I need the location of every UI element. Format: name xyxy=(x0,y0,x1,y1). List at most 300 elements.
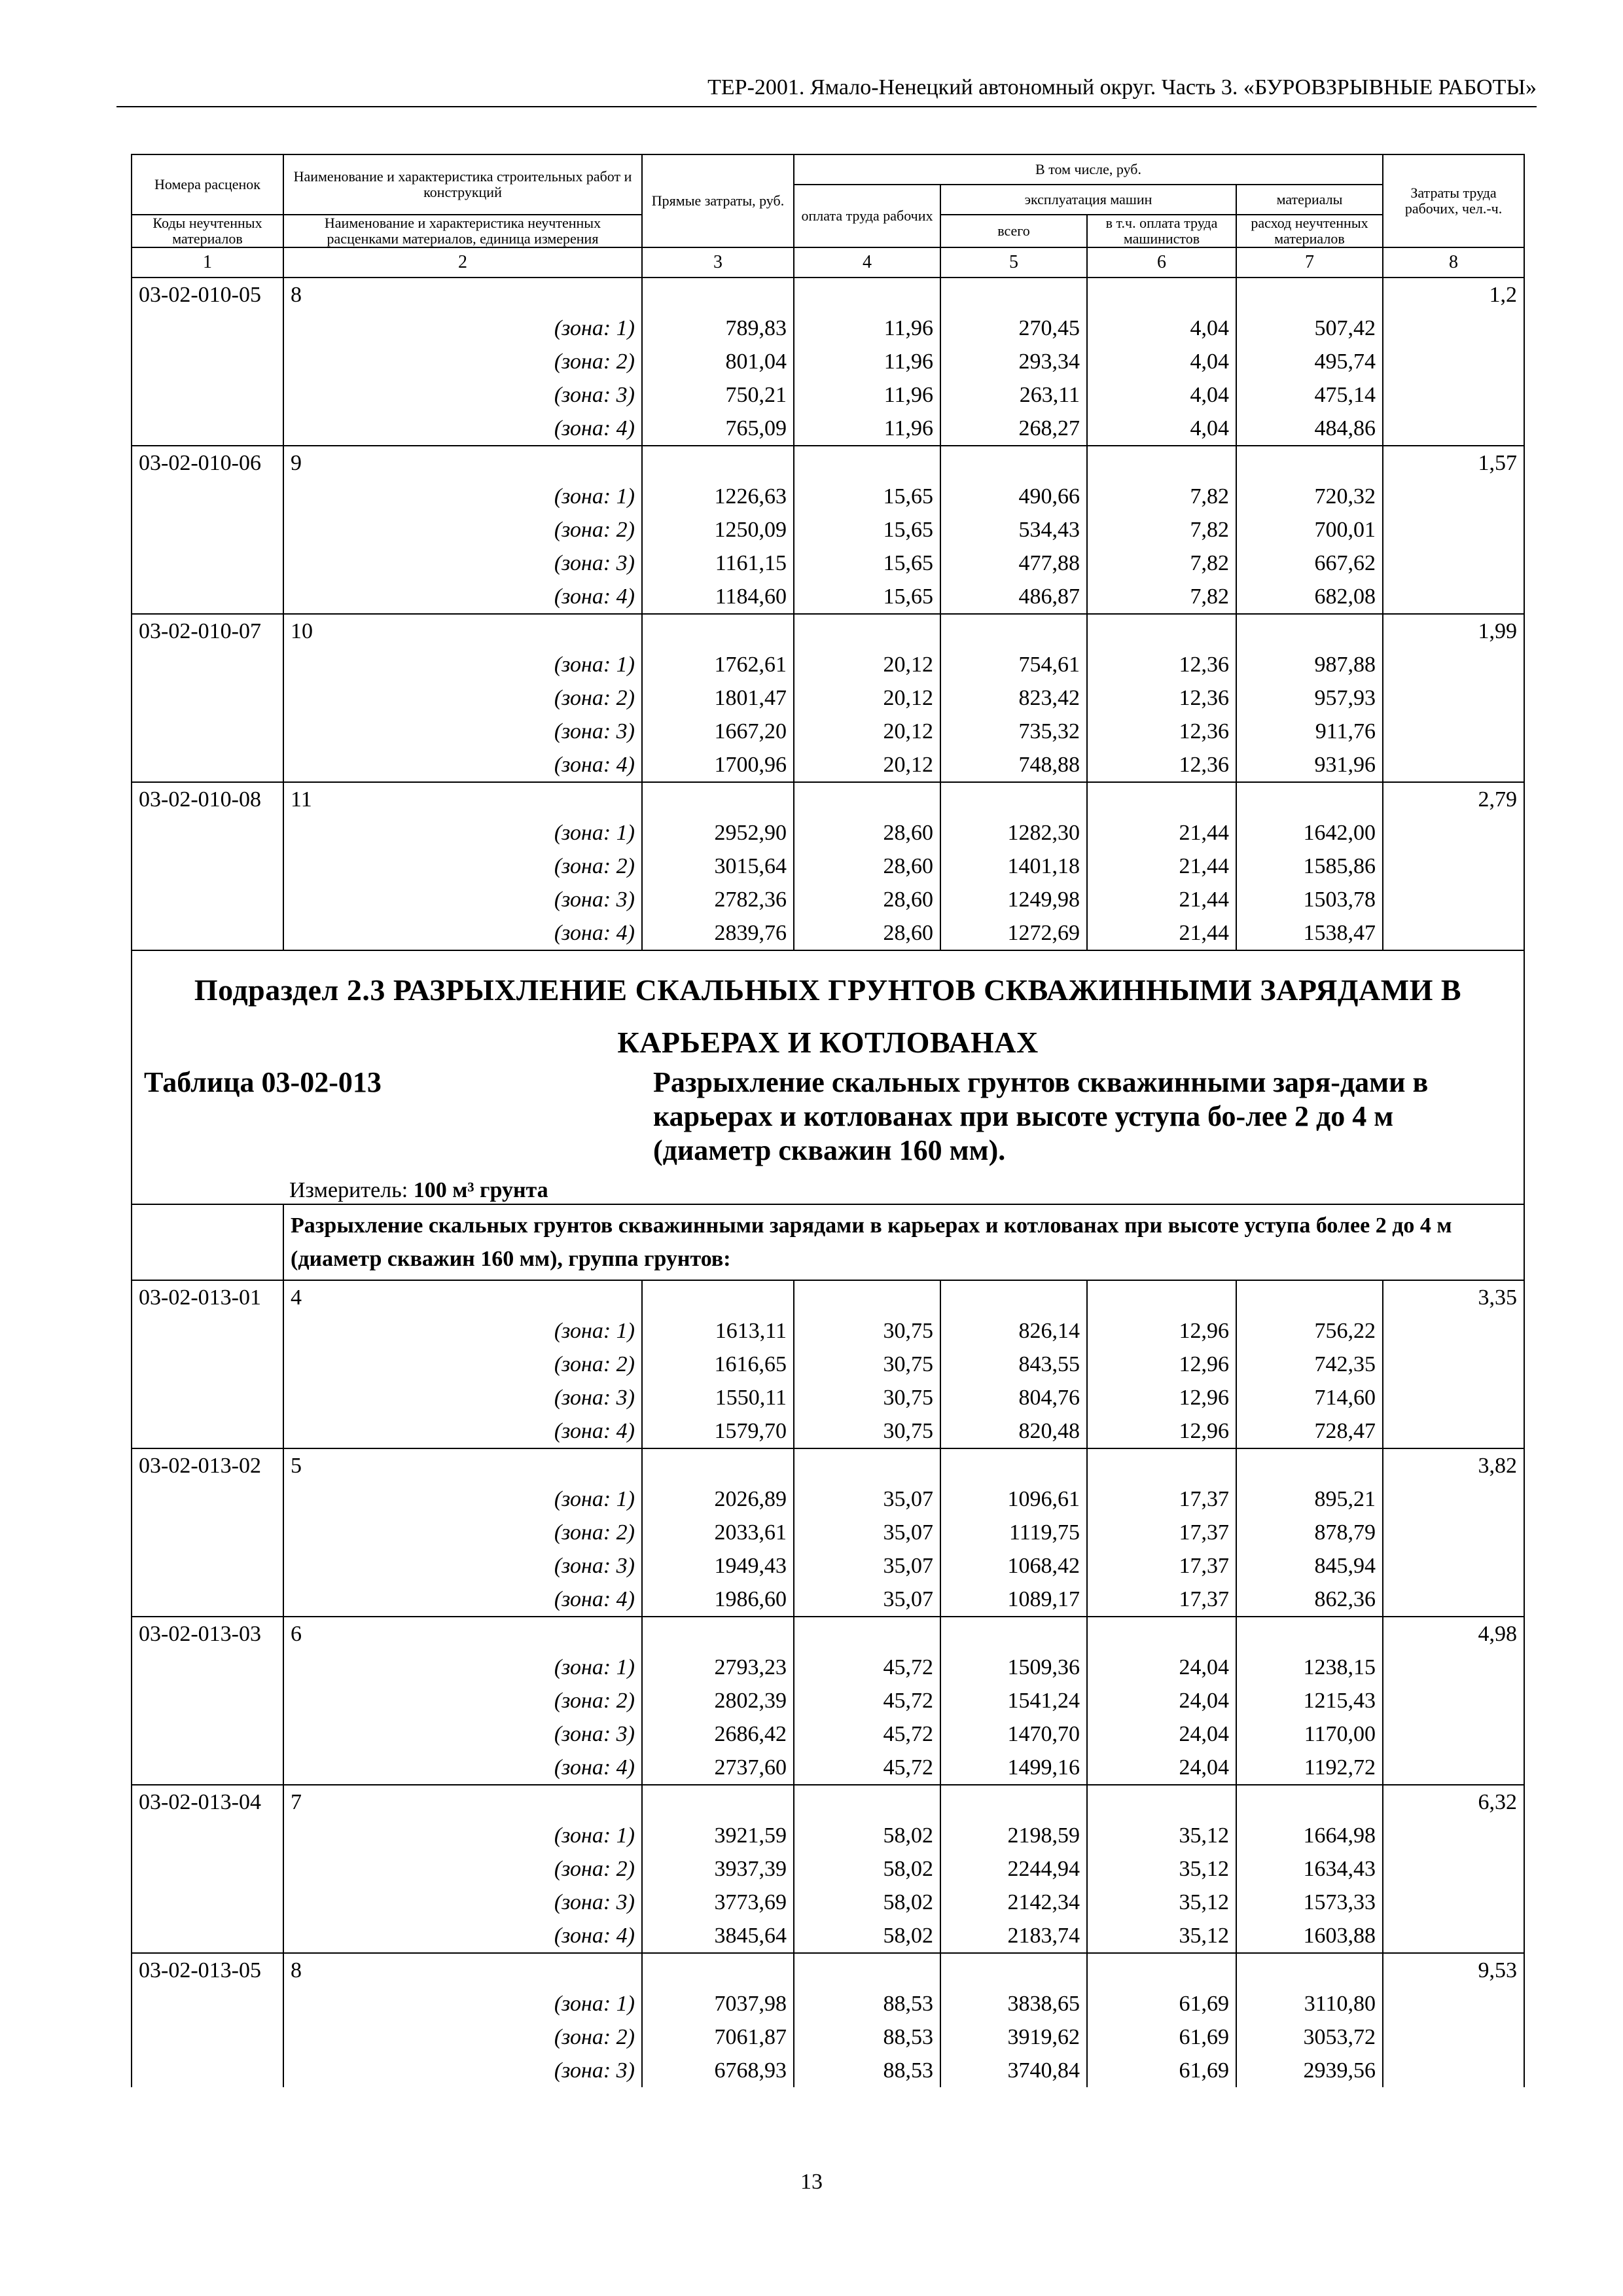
materials: 957,93 xyxy=(1236,681,1383,715)
soil-group: 8 xyxy=(283,1953,642,1987)
materials: 756,22 xyxy=(1236,1314,1383,1348)
materials: 720,32 xyxy=(1236,480,1383,513)
zone-row xyxy=(132,1583,1524,1617)
labor-pay: 30,75 xyxy=(794,1414,940,1448)
machines-pay: 17,37 xyxy=(1087,1482,1236,1516)
labor-pay: 58,02 xyxy=(794,1886,940,1919)
machines-total: 1401,18 xyxy=(940,850,1087,883)
machines-total: 1509,36 xyxy=(940,1651,1087,1684)
zone-label: (зона: 3) xyxy=(283,715,642,748)
zone-row xyxy=(132,648,1524,681)
table-description: Разрыхление скальных грунтов скважинными заря-дами в карьерах и котлованах при высоте уступа бо-лее 2 до 4 м (диаметр скважин 160 мм). xyxy=(653,1066,1429,1166)
labor-pay: 28,60 xyxy=(794,850,940,883)
empty-cell xyxy=(132,715,283,748)
direct-cost: 765,09 xyxy=(642,412,794,446)
empty-cell xyxy=(132,648,283,681)
machines-pay: 4,04 xyxy=(1087,345,1236,378)
soil-group: 9 xyxy=(283,446,642,480)
zone-label: (зона: 2) xyxy=(283,681,642,715)
empty-cell xyxy=(132,1516,283,1549)
empty-cell xyxy=(1236,1280,1383,1314)
empty-cell xyxy=(1383,1348,1524,1381)
empty-cell xyxy=(940,1953,1087,1987)
empty-cell xyxy=(1236,782,1383,816)
soil-group: 7 xyxy=(283,1785,642,1819)
machines-pay: 17,37 xyxy=(1087,1516,1236,1549)
machines-pay: 24,04 xyxy=(1087,1651,1236,1684)
col-number: 7 xyxy=(1236,247,1383,278)
sub-heading: Разрыхление скальных грунтов скважинными зарядами в карьерах и котлованах при высоте уступа более 2 до 4 м (диаметр скважин 160 мм), группа грунтов: xyxy=(283,1204,1524,1280)
machines-total: 3740,84 xyxy=(940,2054,1087,2087)
labor-pay: 88,53 xyxy=(794,2054,940,2087)
empty-cell xyxy=(1383,2020,1524,2054)
empty-cell xyxy=(1087,278,1236,312)
empty-cell xyxy=(1383,1819,1524,1852)
machines-pay: 12,96 xyxy=(1087,1348,1236,1381)
zone-label: (зона: 2) xyxy=(283,1348,642,1381)
machines-total: 3838,65 xyxy=(940,1987,1087,2020)
zone-label: (зона: 4) xyxy=(283,916,642,950)
machines-pay: 17,37 xyxy=(1087,1583,1236,1617)
zone-label: (зона: 2) xyxy=(283,1516,642,1549)
empty-cell xyxy=(1383,1919,1524,1953)
zone-label: (зона: 4) xyxy=(283,1583,642,1617)
empty-cell xyxy=(794,278,940,312)
zone-row xyxy=(132,1516,1524,1549)
machines-total: 534,43 xyxy=(940,513,1087,547)
materials: 878,79 xyxy=(1236,1516,1383,1549)
empty-cell xyxy=(132,378,283,412)
header-rate-no: Номера расценок xyxy=(132,154,283,215)
rates-table xyxy=(131,154,1525,2087)
zone-row xyxy=(132,681,1524,715)
machines-pay: 35,12 xyxy=(1087,1852,1236,1886)
empty-cell xyxy=(1087,1448,1236,1482)
machines-total: 823,42 xyxy=(940,681,1087,715)
materials: 1238,15 xyxy=(1236,1651,1383,1684)
zone-row xyxy=(132,312,1524,345)
zone-label: (зона: 2) xyxy=(283,513,642,547)
zone-label: (зона: 2) xyxy=(283,850,642,883)
machines-pay: 24,04 xyxy=(1087,1717,1236,1751)
zone-label: (зона: 1) xyxy=(283,816,642,850)
machines-pay: 12,36 xyxy=(1087,648,1236,681)
labor-pay: 30,75 xyxy=(794,1381,940,1414)
empty-cell xyxy=(794,1448,940,1482)
machines-total: 1089,17 xyxy=(940,1583,1087,1617)
machines-pay: 12,96 xyxy=(1087,1414,1236,1448)
direct-cost: 3921,59 xyxy=(642,1819,794,1852)
zone-row xyxy=(132,345,1524,378)
labor-pay: 88,53 xyxy=(794,1987,940,2020)
empty-cell xyxy=(1087,1280,1236,1314)
machines-total: 490,66 xyxy=(940,480,1087,513)
zone-row xyxy=(132,1852,1524,1886)
zone-label: (зона: 1) xyxy=(283,312,642,345)
empty-cell xyxy=(132,748,283,782)
materials: 700,01 xyxy=(1236,513,1383,547)
machines-pay: 21,44 xyxy=(1087,883,1236,916)
machines-pay: 4,04 xyxy=(1087,378,1236,412)
empty-cell xyxy=(132,1819,283,1852)
rate-code: 03-02-010-08 xyxy=(132,782,283,816)
empty-cell xyxy=(642,1953,794,1987)
rate-row xyxy=(132,278,1524,312)
machines-pay: 24,04 xyxy=(1087,1684,1236,1717)
empty-cell xyxy=(794,1785,940,1819)
labor-pay: 15,65 xyxy=(794,547,940,580)
direct-cost: 1161,15 xyxy=(642,547,794,580)
empty-cell xyxy=(940,1785,1087,1819)
empty-cell xyxy=(132,816,283,850)
empty-cell xyxy=(1383,378,1524,412)
zone-label: (зона: 1) xyxy=(283,1482,642,1516)
direct-cost: 2952,90 xyxy=(642,816,794,850)
empty-cell xyxy=(132,412,283,446)
col-number: 1 xyxy=(132,247,283,278)
zone-row xyxy=(132,816,1524,850)
materials: 507,42 xyxy=(1236,312,1383,345)
empty-cell xyxy=(1383,1684,1524,1717)
direct-cost: 1579,70 xyxy=(642,1414,794,1448)
materials: 1664,98 xyxy=(1236,1819,1383,1852)
zone-row xyxy=(132,748,1524,782)
empty-cell xyxy=(1383,345,1524,378)
header-materials: материалы xyxy=(1236,185,1383,215)
machines-pay: 21,44 xyxy=(1087,850,1236,883)
table-label: Таблица 03-02-013 xyxy=(144,1066,382,1098)
direct-cost: 3937,39 xyxy=(642,1852,794,1886)
zone-row xyxy=(132,715,1524,748)
machines-pay: 12,36 xyxy=(1087,681,1236,715)
zone-row xyxy=(132,1819,1524,1852)
machines-total: 263,11 xyxy=(940,378,1087,412)
labor-pay: 58,02 xyxy=(794,1852,940,1886)
machines-pay: 35,12 xyxy=(1087,1919,1236,1953)
zone-label: (зона: 2) xyxy=(283,1852,642,1886)
machines-total: 268,27 xyxy=(940,412,1087,446)
empty-cell xyxy=(132,1549,283,1583)
empty-cell xyxy=(940,446,1087,480)
direct-cost: 3015,64 xyxy=(642,850,794,883)
machines-total: 2183,74 xyxy=(940,1919,1087,1953)
empty-cell xyxy=(1383,580,1524,614)
labor-pay: 30,75 xyxy=(794,1314,940,1348)
labor-pay: 30,75 xyxy=(794,1348,940,1381)
machines-pay: 21,44 xyxy=(1087,816,1236,850)
materials: 475,14 xyxy=(1236,378,1383,412)
materials: 3110,80 xyxy=(1236,1987,1383,2020)
labor-pay: 28,60 xyxy=(794,816,940,850)
machines-pay: 7,82 xyxy=(1087,480,1236,513)
machines-pay: 12,96 xyxy=(1087,1381,1236,1414)
zone-label: (зона: 4) xyxy=(283,748,642,782)
direct-cost: 6768,93 xyxy=(642,2054,794,2087)
zone-row xyxy=(132,1381,1524,1414)
soil-group: 11 xyxy=(283,782,642,816)
labor-pay: 58,02 xyxy=(794,1819,940,1852)
empty-cell xyxy=(1383,513,1524,547)
empty-cell xyxy=(1087,1785,1236,1819)
zone-row xyxy=(132,412,1524,446)
materials: 911,76 xyxy=(1236,715,1383,748)
materials: 1603,88 xyxy=(1236,1919,1383,1953)
materials: 1634,43 xyxy=(1236,1852,1383,1886)
direct-cost: 1949,43 xyxy=(642,1549,794,1583)
materials: 1642,00 xyxy=(1236,816,1383,850)
empty-cell xyxy=(794,1280,940,1314)
zone-row xyxy=(132,1549,1524,1583)
direct-cost: 1550,11 xyxy=(642,1381,794,1414)
rate-code: 03-02-013-01 xyxy=(132,1280,283,1314)
empty-cell xyxy=(132,1482,283,1516)
empty-cell xyxy=(132,1987,283,2020)
measure-value: 100 м³ грунта xyxy=(413,1178,548,1202)
empty-cell xyxy=(940,1448,1087,1482)
labor-pay: 20,12 xyxy=(794,715,940,748)
empty-cell xyxy=(1383,1852,1524,1886)
materials: 728,47 xyxy=(1236,1414,1383,1448)
empty-cell xyxy=(1236,614,1383,648)
direct-cost: 750,21 xyxy=(642,378,794,412)
machines-total: 1249,98 xyxy=(940,883,1087,916)
empty-cell xyxy=(794,782,940,816)
col-number: 5 xyxy=(940,247,1087,278)
direct-cost: 1226,63 xyxy=(642,480,794,513)
section-title xyxy=(132,964,1524,1069)
zone-label: (зона: 1) xyxy=(283,1651,642,1684)
empty-cell xyxy=(1383,916,1524,950)
empty-cell xyxy=(1383,1886,1524,1919)
rate-code: 03-02-013-03 xyxy=(132,1617,283,1651)
labor-pay: 20,12 xyxy=(794,748,940,782)
empty-cell xyxy=(642,1280,794,1314)
direct-cost: 7037,98 xyxy=(642,1987,794,2020)
materials: 667,62 xyxy=(1236,547,1383,580)
soil-group: 6 xyxy=(283,1617,642,1651)
zone-row xyxy=(132,1987,1524,2020)
direct-cost: 1184,60 xyxy=(642,580,794,614)
empty-cell xyxy=(1383,1414,1524,1448)
labor-pay: 11,96 xyxy=(794,378,940,412)
zone-row xyxy=(132,480,1524,513)
direct-cost: 1613,11 xyxy=(642,1314,794,1348)
empty-cell xyxy=(1383,1751,1524,1785)
zone-label: (зона: 3) xyxy=(283,1886,642,1919)
machines-total: 735,32 xyxy=(940,715,1087,748)
labor-pay: 58,02 xyxy=(794,1919,940,1953)
empty-cell xyxy=(1383,1583,1524,1617)
zone-row xyxy=(132,1886,1524,1919)
zone-row xyxy=(132,547,1524,580)
zone-row xyxy=(132,1751,1524,1785)
empty-cell xyxy=(642,278,794,312)
empty-cell xyxy=(1383,2054,1524,2087)
zone-row xyxy=(132,580,1524,614)
labor-pay: 45,72 xyxy=(794,1751,940,1785)
machines-pay: 24,04 xyxy=(1087,1751,1236,1785)
empty-cell xyxy=(1087,1617,1236,1651)
labor-pay: 35,07 xyxy=(794,1482,940,1516)
labor-pay: 11,96 xyxy=(794,412,940,446)
empty-cell xyxy=(642,782,794,816)
empty-cell xyxy=(1383,816,1524,850)
labor-pay: 28,60 xyxy=(794,916,940,950)
empty-cell xyxy=(132,2054,283,2087)
labor-cost: 1,57 xyxy=(1383,446,1524,480)
empty-cell xyxy=(1383,648,1524,681)
labor-pay: 15,65 xyxy=(794,513,940,547)
zone-row xyxy=(132,850,1524,883)
machines-pay: 7,82 xyxy=(1087,547,1236,580)
zone-label: (зона: 1) xyxy=(283,480,642,513)
empty-cell xyxy=(794,446,940,480)
soil-group: 8 xyxy=(283,278,642,312)
zone-label: (зона: 1) xyxy=(283,1819,642,1852)
rate-row xyxy=(132,614,1524,648)
soil-group: 5 xyxy=(283,1448,642,1482)
direct-cost: 7061,87 xyxy=(642,2020,794,2054)
page-number: 13 xyxy=(800,2170,823,2194)
zone-row xyxy=(132,2054,1524,2087)
machines-pay: 61,69 xyxy=(1087,2054,1236,2087)
header-rate-codes: Коды неучтенных материалов xyxy=(132,215,283,247)
empty-cell xyxy=(132,681,283,715)
zone-row xyxy=(132,883,1524,916)
empty-cell xyxy=(132,916,283,950)
materials: 845,94 xyxy=(1236,1549,1383,1583)
labor-cost: 3,35 xyxy=(1383,1280,1524,1314)
machines-pay: 7,82 xyxy=(1087,580,1236,614)
zone-label: (зона: 3) xyxy=(283,883,642,916)
empty-cell xyxy=(794,1953,940,1987)
materials: 1585,86 xyxy=(1236,850,1383,883)
direct-cost: 2033,61 xyxy=(642,1516,794,1549)
machines-pay: 4,04 xyxy=(1087,312,1236,345)
direct-cost: 801,04 xyxy=(642,345,794,378)
machines-total: 486,87 xyxy=(940,580,1087,614)
empty-cell xyxy=(1383,1717,1524,1751)
direct-cost: 2686,42 xyxy=(642,1717,794,1751)
machines-total: 804,76 xyxy=(940,1381,1087,1414)
empty-cell xyxy=(1087,782,1236,816)
machines-total: 3919,62 xyxy=(940,2020,1087,2054)
materials: 742,35 xyxy=(1236,1348,1383,1381)
header-labor: оплата труда рабочих xyxy=(794,185,940,247)
zone-label: (зона: 4) xyxy=(283,580,642,614)
materials: 3053,72 xyxy=(1236,2020,1383,2054)
labor-pay: 45,72 xyxy=(794,1684,940,1717)
table-header xyxy=(132,154,1524,278)
machines-pay: 35,12 xyxy=(1087,1886,1236,1919)
zone-row xyxy=(132,2020,1524,2054)
empty-cell xyxy=(940,1617,1087,1651)
zone-label: (зона: 3) xyxy=(283,2054,642,2087)
empty-cell xyxy=(1236,1953,1383,1987)
empty-cell xyxy=(1383,480,1524,513)
labor-pay: 35,07 xyxy=(794,1583,940,1617)
direct-cost: 1801,47 xyxy=(642,681,794,715)
rate-code: 03-02-010-07 xyxy=(132,614,283,648)
zone-label: (зона: 2) xyxy=(283,1684,642,1717)
machines-total: 1272,69 xyxy=(940,916,1087,950)
labor-pay: 20,12 xyxy=(794,648,940,681)
materials: 495,74 xyxy=(1236,345,1383,378)
labor-cost: 2,79 xyxy=(1383,782,1524,816)
section-title-line1: Подраздел 2.3 РАЗРЫХЛЕНИЕ СКАЛЬНЫХ ГРУНТОВ СКВАЖИННЫМИ ЗАРЯДАМИ В xyxy=(194,973,1462,1007)
rate-code: 03-02-013-02 xyxy=(132,1448,283,1482)
measure-prefix: Измеритель: xyxy=(289,1178,408,1202)
materials: 1170,00 xyxy=(1236,1717,1383,1751)
labor-pay: 11,96 xyxy=(794,312,940,345)
empty-cell xyxy=(1383,1482,1524,1516)
section-title-line2: КАРЬЕРАХ И КОТЛОВАНАХ xyxy=(617,1026,1039,1059)
empty-cell xyxy=(642,1785,794,1819)
empty-cell xyxy=(1383,715,1524,748)
direct-cost: 2839,76 xyxy=(642,916,794,950)
machines-total: 748,88 xyxy=(940,748,1087,782)
empty-cell xyxy=(1236,446,1383,480)
machines-total: 477,88 xyxy=(940,547,1087,580)
zone-label: (зона: 2) xyxy=(283,2020,642,2054)
empty-cell xyxy=(1383,1651,1524,1684)
zone-label: (зона: 3) xyxy=(283,547,642,580)
empty-cell xyxy=(1383,1549,1524,1583)
empty-cell xyxy=(132,883,283,916)
direct-cost: 2782,36 xyxy=(642,883,794,916)
materials: 862,36 xyxy=(1236,1583,1383,1617)
empty-cell xyxy=(132,1852,283,1886)
header-name2: Наименование и характеристика неучтенных расценками материалов, единица измерения xyxy=(283,215,642,247)
empty-cell xyxy=(132,480,283,513)
empty-cell xyxy=(132,2020,283,2054)
header-labor-cost: Затраты труда рабочих, чел.-ч. xyxy=(1383,154,1524,247)
empty-cell xyxy=(794,1617,940,1651)
zone-row xyxy=(132,1919,1524,1953)
zone-label: (зона: 3) xyxy=(283,378,642,412)
empty-cell xyxy=(1383,312,1524,345)
labor-cost: 3,82 xyxy=(1383,1448,1524,1482)
zone-label: (зона: 4) xyxy=(283,1414,642,1448)
direct-cost: 1700,96 xyxy=(642,748,794,782)
zone-label: (зона: 4) xyxy=(283,412,642,446)
materials: 1215,43 xyxy=(1236,1684,1383,1717)
header-materials-unacc: расход неучтенных материалов xyxy=(1236,215,1383,247)
machines-total: 1541,24 xyxy=(940,1684,1087,1717)
rate-row xyxy=(132,1953,1524,1987)
machines-total: 843,55 xyxy=(940,1348,1087,1381)
materials: 987,88 xyxy=(1236,648,1383,681)
machines-pay: 12,36 xyxy=(1087,715,1236,748)
labor-cost: 9,53 xyxy=(1383,1953,1524,1987)
empty-cell xyxy=(642,446,794,480)
empty-cell xyxy=(1087,1953,1236,1987)
empty-cell xyxy=(132,1381,283,1414)
zone-label: (зона: 2) xyxy=(283,345,642,378)
materials: 1538,47 xyxy=(1236,916,1383,950)
rate-code: 03-02-013-05 xyxy=(132,1953,283,1987)
empty-cell xyxy=(1236,1617,1383,1651)
empty-cell xyxy=(1383,1381,1524,1414)
zone-label: (зона: 4) xyxy=(283,1919,642,1953)
zone-row xyxy=(132,1684,1524,1717)
machines-pay: 12,36 xyxy=(1087,748,1236,782)
empty-cell xyxy=(1236,1785,1383,1819)
rate-row xyxy=(132,782,1524,816)
empty-cell xyxy=(132,1348,283,1381)
labor-pay: 20,12 xyxy=(794,681,940,715)
materials: 484,86 xyxy=(1236,412,1383,446)
